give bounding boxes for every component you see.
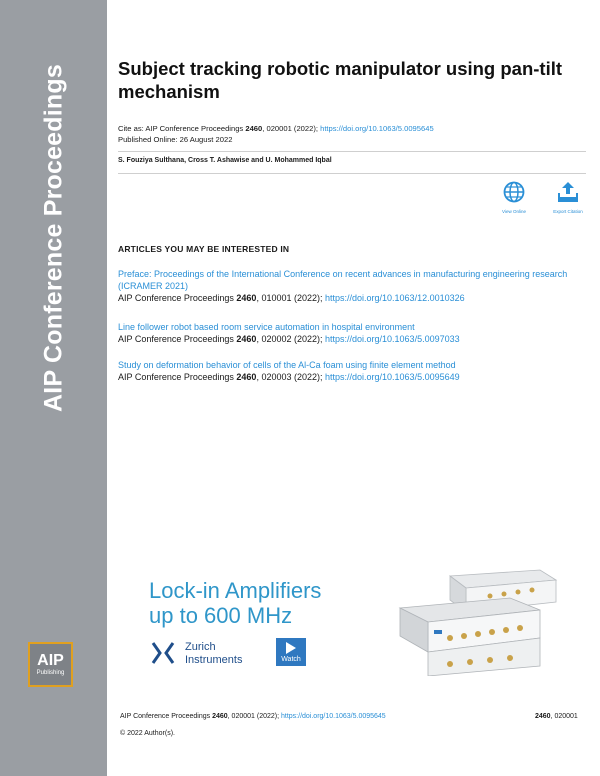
published-date: Published Online: 26 August 2022 bbox=[118, 135, 233, 144]
view-online-button[interactable] bbox=[494, 180, 534, 214]
list-item bbox=[118, 268, 588, 304]
export-citation-label: Export Citation bbox=[553, 209, 583, 214]
article-cite-prefix: AIP Conference Proceedings bbox=[118, 334, 237, 344]
export-icon bbox=[556, 180, 580, 204]
article-doi-link[interactable]: https://doi.org/10.1063/5.0097033 bbox=[325, 334, 460, 344]
ad-brand-line-1: Zurich bbox=[185, 641, 216, 653]
cite-prefix: Cite as: AIP Conference Proceedings bbox=[118, 124, 246, 133]
article-cite-suffix: , 020002 (2022); bbox=[256, 334, 325, 344]
article-volume: 2460 bbox=[236, 372, 257, 382]
sidebar-title: AIP Conference Proceedings bbox=[39, 64, 68, 412]
section-heading: ARTICLES YOU MAY BE INTERESTED IN bbox=[118, 244, 290, 254]
article-volume: 2460 bbox=[236, 334, 257, 344]
footer-page-id bbox=[535, 713, 578, 720]
article-title-link[interactable]: Line follower robot based room service automation in hospital environment bbox=[118, 322, 415, 332]
paper-doi-link[interactable]: https://doi.org/10.1063/5.0095645 bbox=[320, 124, 434, 133]
divider bbox=[118, 151, 586, 152]
zurich-instruments-logo-icon bbox=[150, 640, 176, 666]
cite-suffix: , 020001 (2022); bbox=[262, 124, 321, 133]
footer-citation bbox=[120, 713, 386, 720]
lock-in-amplifier-device-image bbox=[390, 568, 558, 676]
list-item bbox=[118, 359, 588, 383]
list-item bbox=[118, 321, 588, 345]
article-title-link[interactable]: Preface: Proceedings of the International Conference on recent advances in manufacturing engineering research (ICRAMER 2021) bbox=[118, 269, 568, 291]
article-doi-link[interactable]: https://doi.org/10.1063/5.0095649 bbox=[325, 372, 460, 382]
play-icon bbox=[286, 642, 296, 654]
article-title-link[interactable]: Study on deformation behavior of cells of the Al-Ca foam using finite element method bbox=[118, 360, 456, 370]
article-cite-prefix: AIP Conference Proceedings bbox=[118, 293, 237, 303]
article-cite-suffix: , 020003 (2022); bbox=[256, 372, 325, 382]
watch-button[interactable] bbox=[276, 638, 306, 666]
citation-block bbox=[118, 123, 588, 145]
ad-brand-line-2: Instruments bbox=[185, 654, 243, 666]
article-volume: 2460 bbox=[236, 293, 257, 303]
advertisement-banner[interactable] bbox=[140, 568, 558, 676]
ad-line-2: up to 600 MHz bbox=[149, 603, 293, 628]
footer-page-number: , 020001 bbox=[550, 713, 578, 720]
ad-headline bbox=[149, 578, 389, 628]
footer-page-volume: 2460 bbox=[535, 713, 551, 720]
article-citation bbox=[118, 333, 588, 345]
authors: S. Fouziya Sulthana, Cross T. Ashawise and U. Mohammed Iqbal bbox=[118, 157, 332, 164]
article-cite-prefix: AIP Conference Proceedings bbox=[118, 372, 237, 382]
logo-subtext: Publishing bbox=[36, 669, 65, 676]
sidebar bbox=[0, 0, 107, 776]
article-cite-suffix: , 010001 (2022); bbox=[256, 293, 325, 303]
globe-icon bbox=[502, 180, 526, 204]
watch-label: Watch bbox=[281, 656, 301, 663]
article-citation bbox=[118, 292, 588, 304]
ad-brand bbox=[185, 641, 242, 667]
footer-cite-suffix: , 020001 (2022); bbox=[227, 713, 281, 720]
paper-title: Subject tracking robotic manipulator using pan-tilt mechanism bbox=[118, 58, 563, 102]
article-citation bbox=[118, 371, 588, 383]
divider bbox=[118, 173, 586, 174]
footer-copyright: © 2022 Author(s). bbox=[120, 730, 175, 737]
view-online-label: View Online bbox=[502, 209, 526, 214]
ad-line-1: Lock-in Amplifiers bbox=[149, 578, 322, 603]
article-doi-link[interactable]: https://doi.org/10.1063/12.0010326 bbox=[325, 293, 465, 303]
aip-publishing-logo[interactable] bbox=[28, 642, 73, 687]
export-citation-button[interactable] bbox=[548, 180, 588, 214]
footer-volume: 2460 bbox=[212, 713, 228, 720]
logo-text: AIP bbox=[37, 651, 64, 669]
cite-volume: 2460 bbox=[245, 124, 263, 133]
footer-cite-prefix: AIP Conference Proceedings bbox=[120, 713, 213, 720]
footer-doi-link[interactable]: https://doi.org/10.1063/5.0095645 bbox=[281, 713, 386, 720]
